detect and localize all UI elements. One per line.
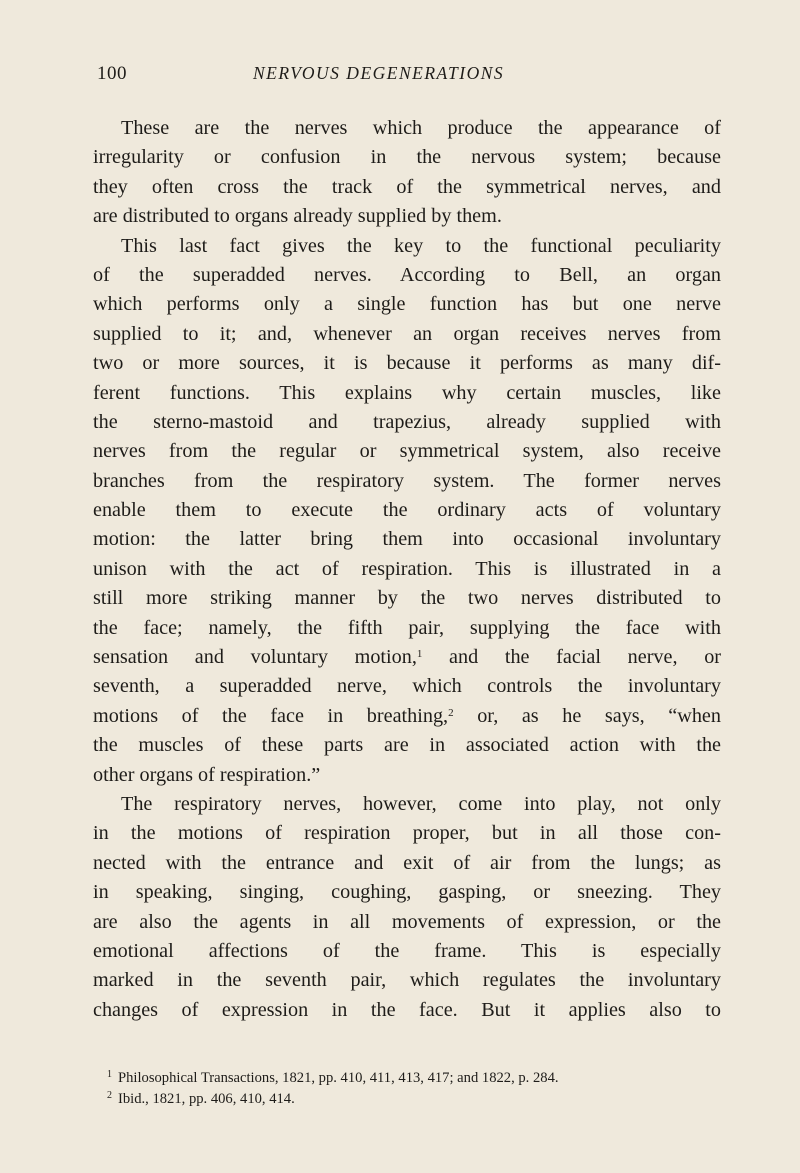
text-line: emotional affections of the frame. This is especially xyxy=(93,939,721,962)
paragraph xyxy=(93,114,721,232)
text-line: they often cross the track of the symmetrical nerves, and xyxy=(93,175,721,198)
text-line: nerves from the regular or symmetrical system, also receive xyxy=(93,440,721,463)
text-line: still more striking manner by the two nerves distributed to xyxy=(93,587,721,610)
text-line: two or more sources, it is because it performs as many dif- xyxy=(93,352,721,375)
footnote-mark: 2 xyxy=(107,1090,112,1101)
text-line: the muscles of these parts are in associated action with the xyxy=(93,734,721,757)
text-line: in the motions of respiration proper, but in all those con- xyxy=(93,822,721,845)
page-number: 100 xyxy=(97,63,127,84)
text-line xyxy=(93,643,721,672)
footnote-text: Philosophical Transactions, 1821, pp. 410, 411, 413, 417; and 1822, p. 284. xyxy=(118,1070,559,1086)
footnote xyxy=(93,1068,733,1089)
paragraph xyxy=(93,790,721,1025)
footnote xyxy=(93,1089,733,1110)
text-line: enable them to execute the ordinary acts of voluntary xyxy=(93,499,721,522)
text-line xyxy=(93,702,721,731)
text-line: changes of expression in the face. But it applies also to xyxy=(93,998,721,1021)
running-header xyxy=(93,63,721,89)
text-line: in speaking, singing, coughing, gasping, or sneezing. They xyxy=(93,881,721,904)
paragraph xyxy=(93,232,721,790)
footnote-text: Ibid., 1821, pp. 406, 410, 414. xyxy=(118,1091,295,1107)
text-line: unison with the act of respiration. This is illustrated in a xyxy=(93,557,721,580)
text-line: seventh, a superadded nerve, which controls the involuntary xyxy=(93,675,721,698)
footnote-ref: 2 xyxy=(448,706,454,719)
text-line: motion: the latter bring them into occasional involuntary xyxy=(93,528,721,551)
text-line: are also the agents in all movements of expression, or the xyxy=(93,910,721,933)
text-line: other organs of respiration.” xyxy=(93,763,321,786)
text-segment: sensation and voluntary motion, xyxy=(93,646,417,669)
text-segment: motions of the face in breathing, xyxy=(93,704,449,727)
text-line: the sterno-mastoid and trapezius, already supplied with xyxy=(93,410,721,433)
text-segment: and the facial nerve, or xyxy=(449,646,722,669)
text-line: nected with the entrance and exit of air from the lungs; as xyxy=(93,851,721,874)
footnote-ref: 1 xyxy=(416,648,423,661)
text-segment: or, as he says, “when xyxy=(477,704,721,727)
text-line: branches from the respiratory system. The former nerves xyxy=(93,469,721,492)
text-line: These are the nerves which produce the appearance of xyxy=(121,117,721,139)
running-title: NERVOUS DEGENERATIONS xyxy=(253,63,505,83)
text-line: This last fact gives the key to the functional peculiarity xyxy=(121,234,721,257)
text-line: of the superadded nerves. According to Bell, an organ xyxy=(93,263,721,286)
footnote-mark: 1 xyxy=(107,1069,112,1080)
text-line: the face; namely, the fifth pair, supplying the face with xyxy=(93,616,721,639)
text-line: which performs only a single function has but one nerve xyxy=(93,293,721,316)
text-line: irregularity or confusion in the nervous system; because xyxy=(93,146,721,169)
text-line: ferent functions. This explains why certain muscles, like xyxy=(93,381,721,404)
text-line: supplied to it; and, whenever an organ receives nerves from xyxy=(93,322,721,345)
text-line: The respiratory nerves, however, come into play, not only xyxy=(121,792,721,815)
text-line: are distributed to organs already supplied by them. xyxy=(93,205,502,228)
footnotes xyxy=(93,1068,733,1110)
body-text xyxy=(93,114,721,1025)
text-line: marked in the seventh pair, which regulates the involuntary xyxy=(93,969,721,992)
